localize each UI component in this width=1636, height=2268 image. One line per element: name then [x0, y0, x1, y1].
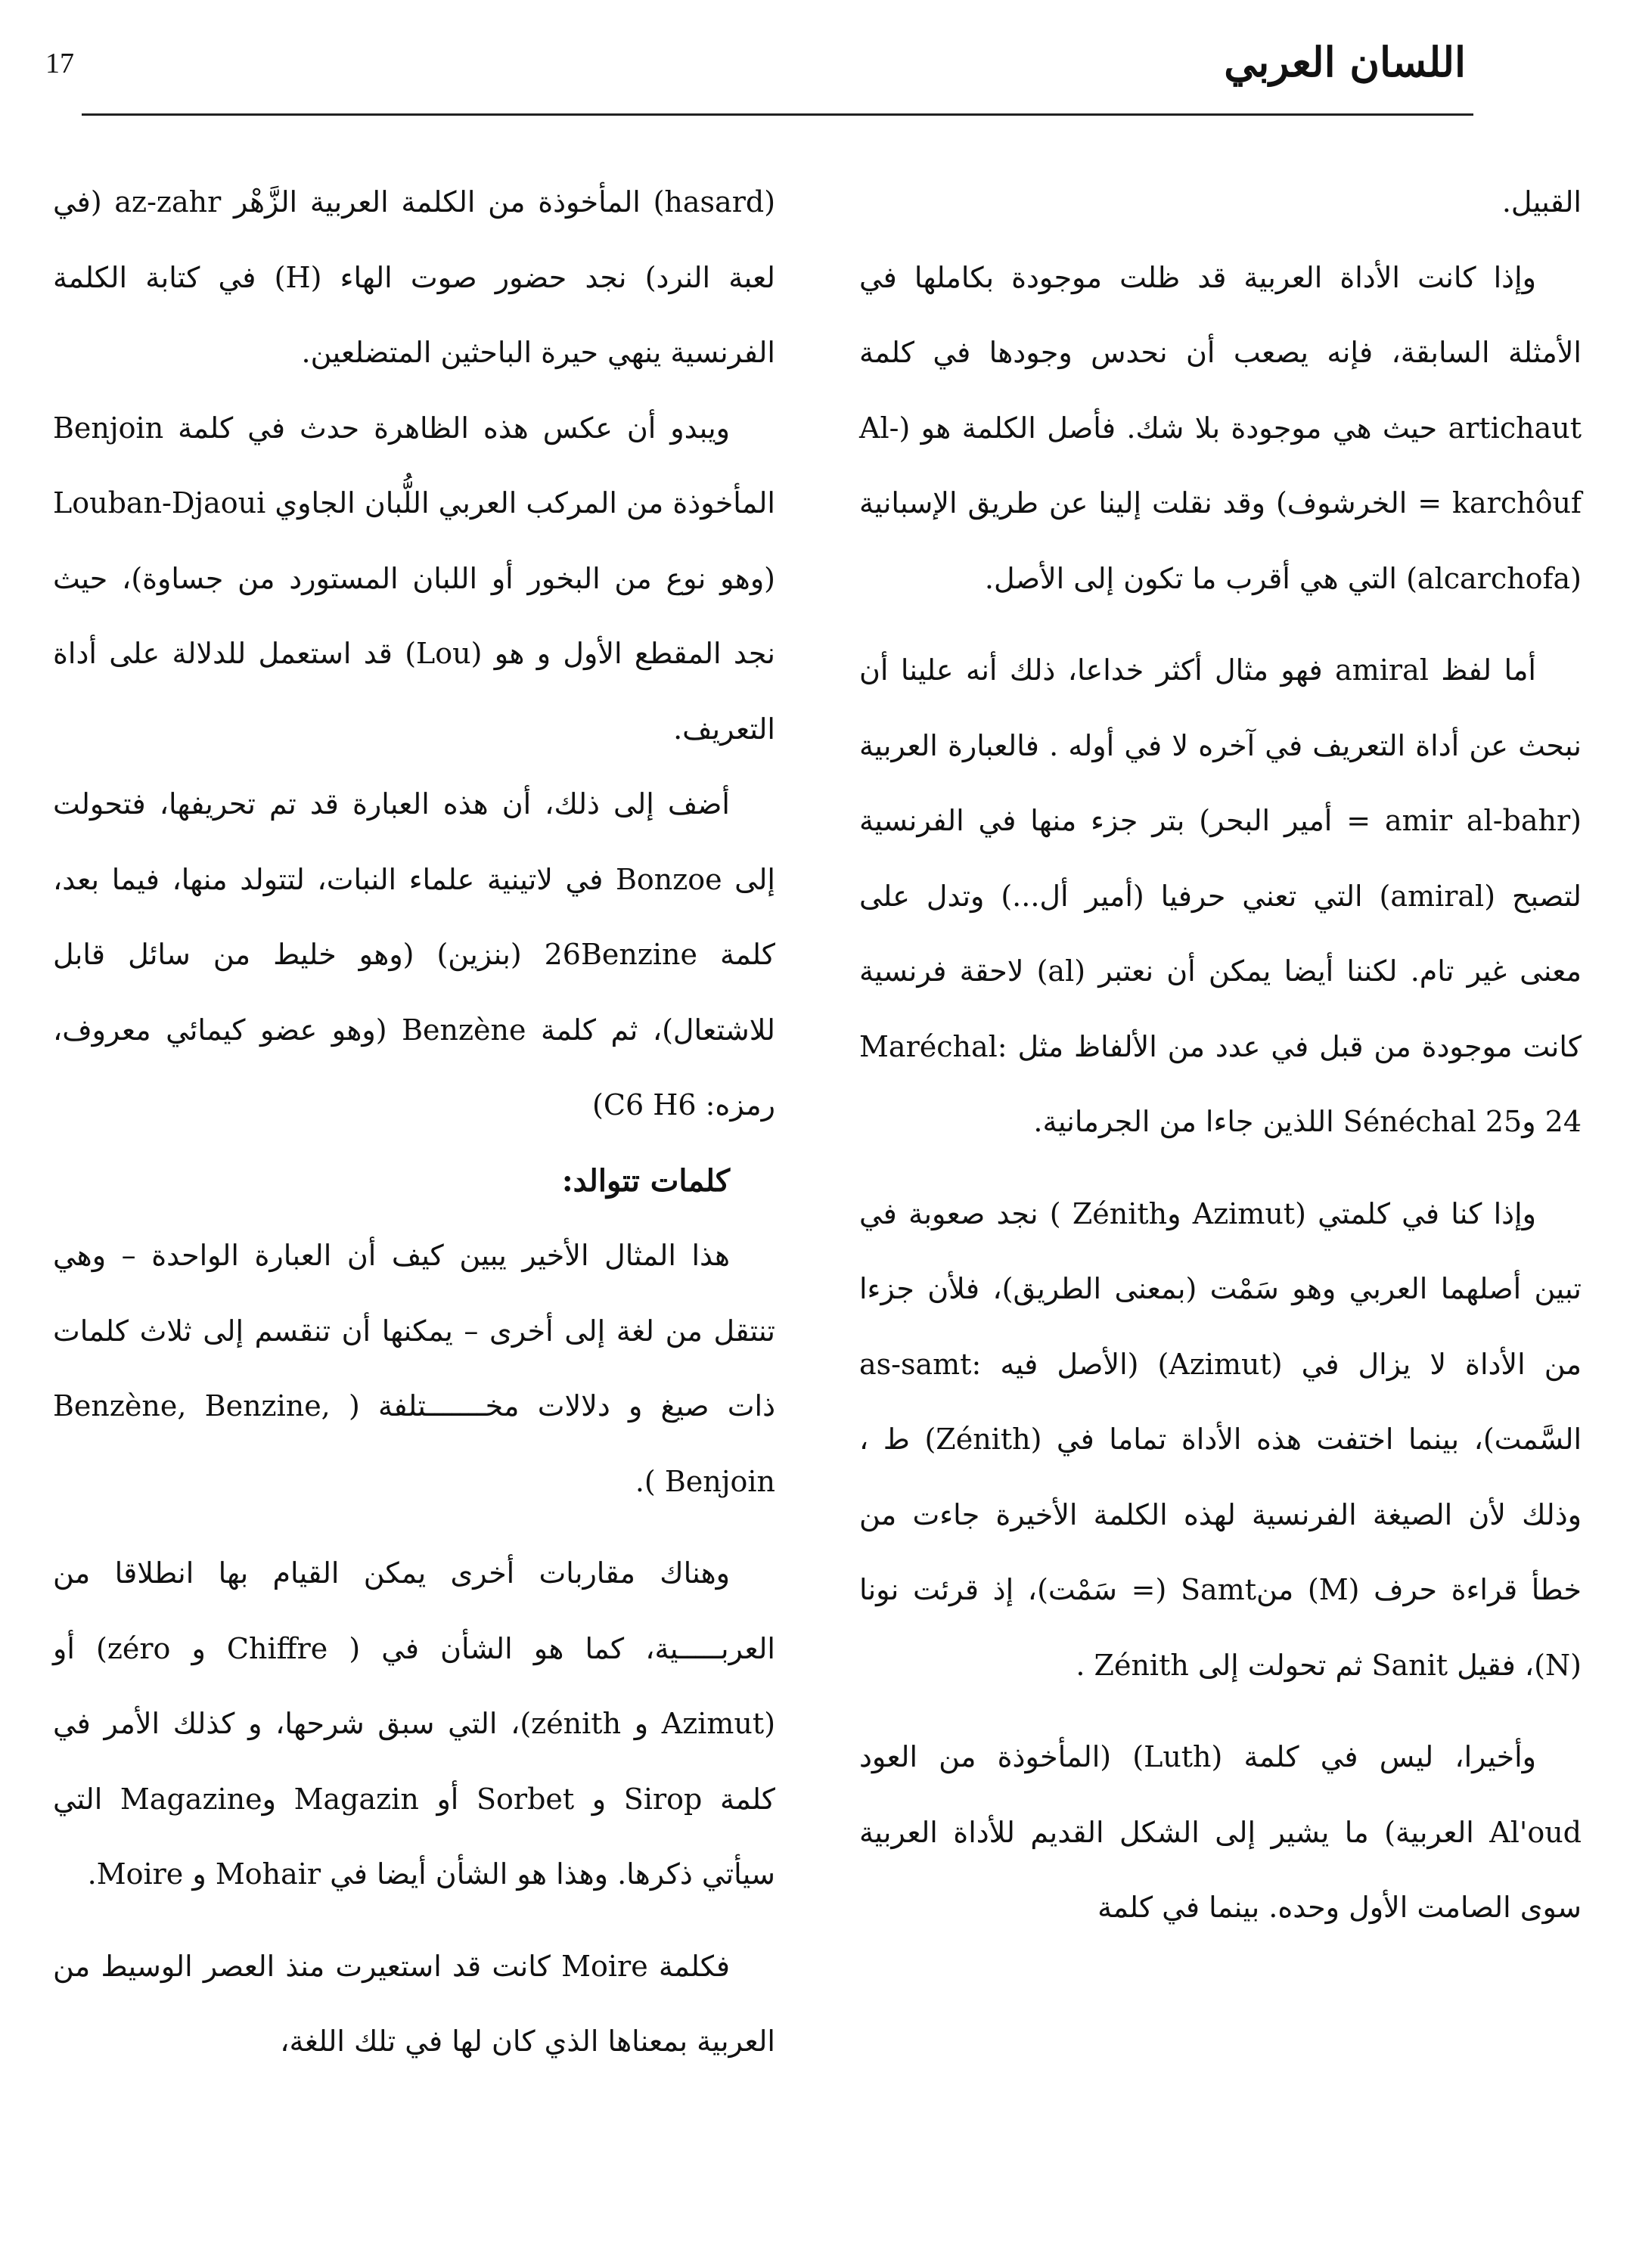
paragraph: وهناك مقاربات أخرى يمكن القيام بها انطلاقا من العربـــــية، كما هو الشأن في ( Chiffre و zéro) أو (Azimut و zénith)، التي سبق شرحها، و كذلك الأمر في كلمة Sirop و Sorbet أو Magazin وMagazine التي سيأتي ذكرها. وهذا هو الشأن أيضا في Mohair و Moire.	[53, 1556, 776, 1891]
paragraph: وإذا كنا في كلمتي (Azimut وZénith ) نجد صعوبة في تبين أصلهما العربي وهو سَمْت (بمعنى الطريق)، فلأن جزءا من الأداة لا يزال في (Azimut) (الأصل فيه :as-samt السَّمت)، بينما اختفت هذه الأداة تماما في (Zénith) ط ، وذلك لأن الصيغة الفرنسية لهذه الكلمة الأخيرة جاءت من خطأ قراءة حرف (M) منSamt (= سَمْت)، إذ قرئت نونا (N)، فقيل Sanit ثم تحولت إلى Zénith .	[859, 1196, 1582, 1682]
left-column	[53, 165, 775, 2080]
header-divider	[82, 113, 1473, 116]
paragraph: هذا المثال الأخير يبين كيف أن العبارة الواحدة – وهي تنتقل من لغة إلى أخرى – يمكنها أن تنقسم إلى ثلاث كلمات ذات صيغ و دلالات مخـــــــتلفة ( Benzène, Benzine, Benjoin ).	[53, 1239, 775, 1498]
section-heading: كلمات تتوالد:	[561, 1162, 730, 1199]
paragraph: فكلمة Moire كانت قد استعيرت منذ العصر الوسيط من العربية بمعناها الذي كان لها في تلك اللغة،	[53, 1949, 775, 2058]
paragraph: القبيل.	[1501, 185, 1582, 219]
paragraph: ويبدو أن عكس هذه الظاهرة حدث في كلمة Benjoin المأخوذة من المركب العربي اللُّبان الجاوي Louban-Djaoui (وهو نوع من البخور أو اللبان المستورد من جساوة)، حيث نجد المقطع الأول و هو (Lou) قد استعمل للدلالة على أداة التعريف.	[53, 411, 775, 746]
paragraph: أما لفظ amiral فهو مثال أكثر خداعا، ذلك أنه علينا أن نبحث عن أداة التعريف في آخره لا في أوله . فالعبارة العربية (amir al-bahr = أمير البحر) بتر جزء منها في الفرنسية لتصبح (amiral) التي تعني حرفيا (أمير أل...) وتدل على معنى غير تام. لكننا أيضا يمكن أن نعتبر (al) لاحقة فرنسية كانت موجودة من قبل في عدد من الألفاظ مثل :Maréchal 24 وSénéchal 25 اللذين جاءا من الجرمانية.	[859, 653, 1582, 1138]
paragraph: وأخيرا، ليس في كلمة (Luth) (المأخوذة من العود Al'oud العربية) ما يشير إلى الشكل القديم للأداة العربية سوى الصامت الأول وحده. بينما في كلمة	[859, 1740, 1582, 1924]
paragraph: أضف إلى ذلك، أن هذه العبارة قد تم تحريفها، فتحولت إلى Bonzoe في لاتينية علماء النبات، لتتولد منها، فيما بعد، كلمة 26Benzine (بنزين) (وهو خليط من سائل قابل للاشتعال)، ثم كلمة Benzène (وهو عضو كيمائي معروف، رمزه: C6 H6)	[53, 787, 776, 1122]
right-column	[859, 165, 1582, 1946]
paragraph: وإذا كانت الأداة العربية قد ظلت موجودة بكاملها في الأمثلة السابقة، فإنه يصعب أن نحدس وجودها في كلمة artichaut حيث هي موجودة بلا شك. فأصل الكلمة هو (Al-karchôuf = الخرشوف) وقد نقلت إلينا عن طريق الإسبانية (alcarchofa) التي هي أقرب ما تكون إلى الأصل.	[859, 260, 1582, 595]
journal-title: اللسان العربي	[1224, 38, 1466, 86]
page-number: 17	[45, 48, 74, 79]
paragraph: (hasard) المأخوذة من الكلمة العربية الزَّهْر az-zahr (في لعبة النرد) نجد حضور صوت الهاء (H) في كتابة الكلمة الفرنسية ينهي حيرة الباحثين المتضلعين.	[53, 185, 776, 369]
page-header	[0, 0, 1636, 121]
